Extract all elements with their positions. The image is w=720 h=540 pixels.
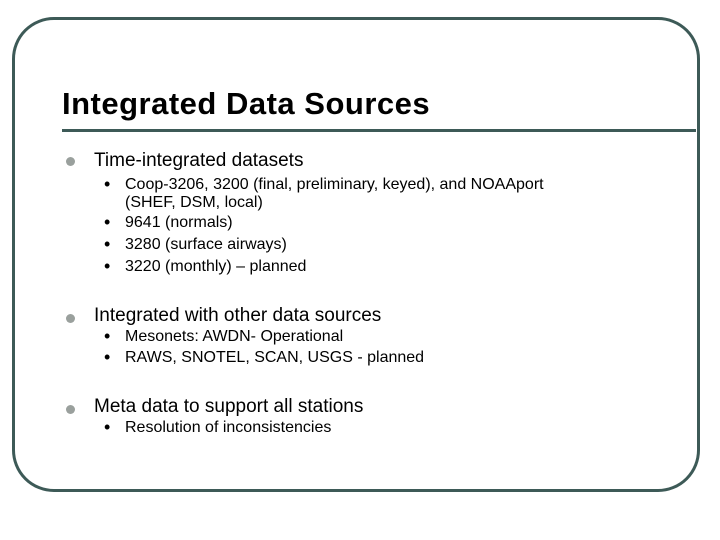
sub-bullet-1-2: • xyxy=(104,212,111,232)
sub-item-1-2: 9641 (normals) xyxy=(125,214,233,231)
bullet-dot-1 xyxy=(66,157,75,166)
bullet-item-3: Meta data to support all stations xyxy=(94,396,364,417)
bullet-item-2: Integrated with other data sources xyxy=(94,305,382,326)
bullet-item-1: Time-integrated datasets xyxy=(94,150,304,171)
bullet-dot-3 xyxy=(66,405,75,414)
sub-bullet-3-1: • xyxy=(104,417,111,437)
sub-item-1-3: 3280 (surface airways) xyxy=(125,236,287,253)
sub-item-2-2: RAWS, SNOTEL, SCAN, USGS - planned xyxy=(125,349,425,366)
sub-item-2-1: Mesonets: AWDN- Operational xyxy=(125,328,344,345)
sub-item-1-1: Coop-3206, 3200 (final, preliminary, keyed), and NOAAport xyxy=(125,176,544,193)
title-divider xyxy=(62,129,696,132)
bullet-dot-2 xyxy=(66,314,75,323)
sub-bullet-1-4: • xyxy=(104,256,111,276)
sub-bullet-1-3: • xyxy=(104,234,111,254)
sub-item-1-1-continuation: (SHEF, DSM, local) xyxy=(125,194,263,211)
sub-item-3-1: Resolution of inconsistencies xyxy=(125,419,332,436)
slide-title: Integrated Data Sources xyxy=(62,86,431,121)
sub-item-1-4: 3220 (monthly) – planned xyxy=(125,258,307,275)
sub-bullet-1-1: • xyxy=(104,174,111,194)
sub-bullet-2-2: • xyxy=(104,347,111,367)
sub-bullet-2-1: • xyxy=(104,326,111,346)
